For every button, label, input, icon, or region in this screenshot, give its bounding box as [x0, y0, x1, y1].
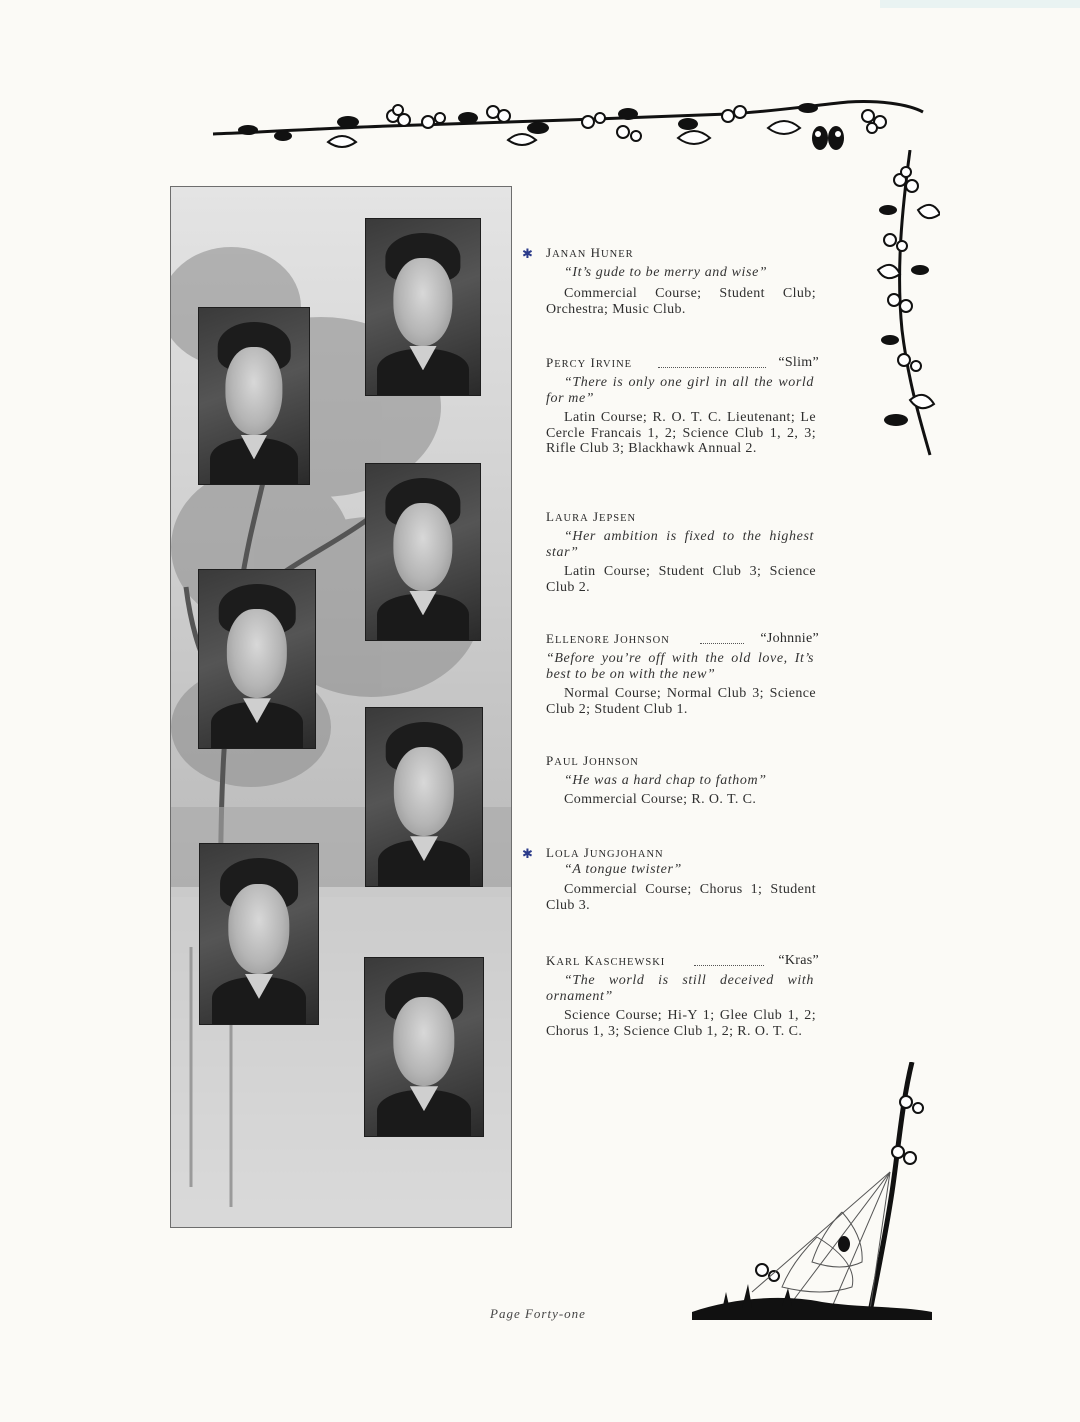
entry-quote: “Before you’re off with the old love, It’s best to be on with the new” [546, 651, 814, 682]
portrait-paul-johnson [365, 707, 483, 887]
entry-quote: “He was a hard chap to fathom” [564, 773, 767, 788]
scan-edge-tint [880, 0, 1080, 8]
spider-web-icon [692, 1062, 932, 1320]
portrait-percy-irvine [198, 307, 310, 485]
entry-activities: Latin Course; Student Club 3; Science Club 2. [546, 564, 816, 595]
entry-quote: “A tongue twister” [564, 862, 682, 877]
entry-nickname: “Kras” [778, 953, 819, 968]
vine-branch-icon [208, 92, 928, 162]
leader-dots [694, 952, 764, 966]
leader-dots [658, 354, 766, 368]
leader-dots [700, 630, 744, 644]
star-icon: ✱ [522, 847, 533, 862]
entry-activities: Normal Course; Normal Club 3; Science Club 2; Student Club 1. [546, 686, 816, 717]
entry-quote: “There is only one girl in all the world for me” [546, 375, 814, 406]
vine-side-branch-icon [860, 150, 940, 460]
star-icon: ✱ [522, 247, 533, 262]
entry-activities: Latin Course; R. O. T. C. Lieutenant; Le Cercle Francais 1, 2; Science Club 1, 2, 3; Rifle Club 3; Blackhawk Annual 2. [546, 410, 816, 456]
entry-activities: Science Course; Hi-Y 1; Glee Club 1, 2; Chorus 1, 3; Science Club 1, 2; R. O. T. C. [546, 1008, 816, 1039]
entry-name: ELLENORE JOHNSON [546, 631, 670, 646]
entry-name: PERCY IRVINE [546, 355, 633, 370]
entry-activities: Commercial Course; Student Club; Orchestra; Music Club. [546, 286, 816, 317]
entry-activities: Commercial Course; Chorus 1; Student Club 3. [546, 882, 816, 913]
portrait-ellenore-johnson [198, 569, 316, 749]
entry-quote: “It’s gude to be merry and wise” [564, 265, 768, 280]
page-number: Page Forty-one [490, 1306, 586, 1321]
portrait-lola-jungjohann [199, 843, 319, 1025]
entry-name: LAURA JEPSEN [546, 509, 637, 524]
entry-quote: “The world is still deceived with ornament” [546, 973, 814, 1004]
entry-nickname: “Johnnie” [760, 631, 819, 646]
entry-name: LOLA JUNGJOHANN [546, 845, 664, 860]
photo-panel [170, 186, 512, 1228]
entry-name: PAUL JOHNSON [546, 753, 639, 768]
entry-activities: Commercial Course; R. O. T. C. [564, 792, 757, 807]
entry-quote: “Her ambition is fixed to the highest star” [546, 529, 814, 560]
entry-name: JANAN HUNER [546, 245, 634, 260]
portrait-laura-jepsen [365, 463, 481, 641]
entry-name: KARL KASCHEWSKI [546, 953, 666, 968]
entry-nickname: “Slim” [778, 355, 819, 370]
portrait-janan-huner [365, 218, 481, 396]
portrait-karl-kaschewski [364, 957, 484, 1137]
